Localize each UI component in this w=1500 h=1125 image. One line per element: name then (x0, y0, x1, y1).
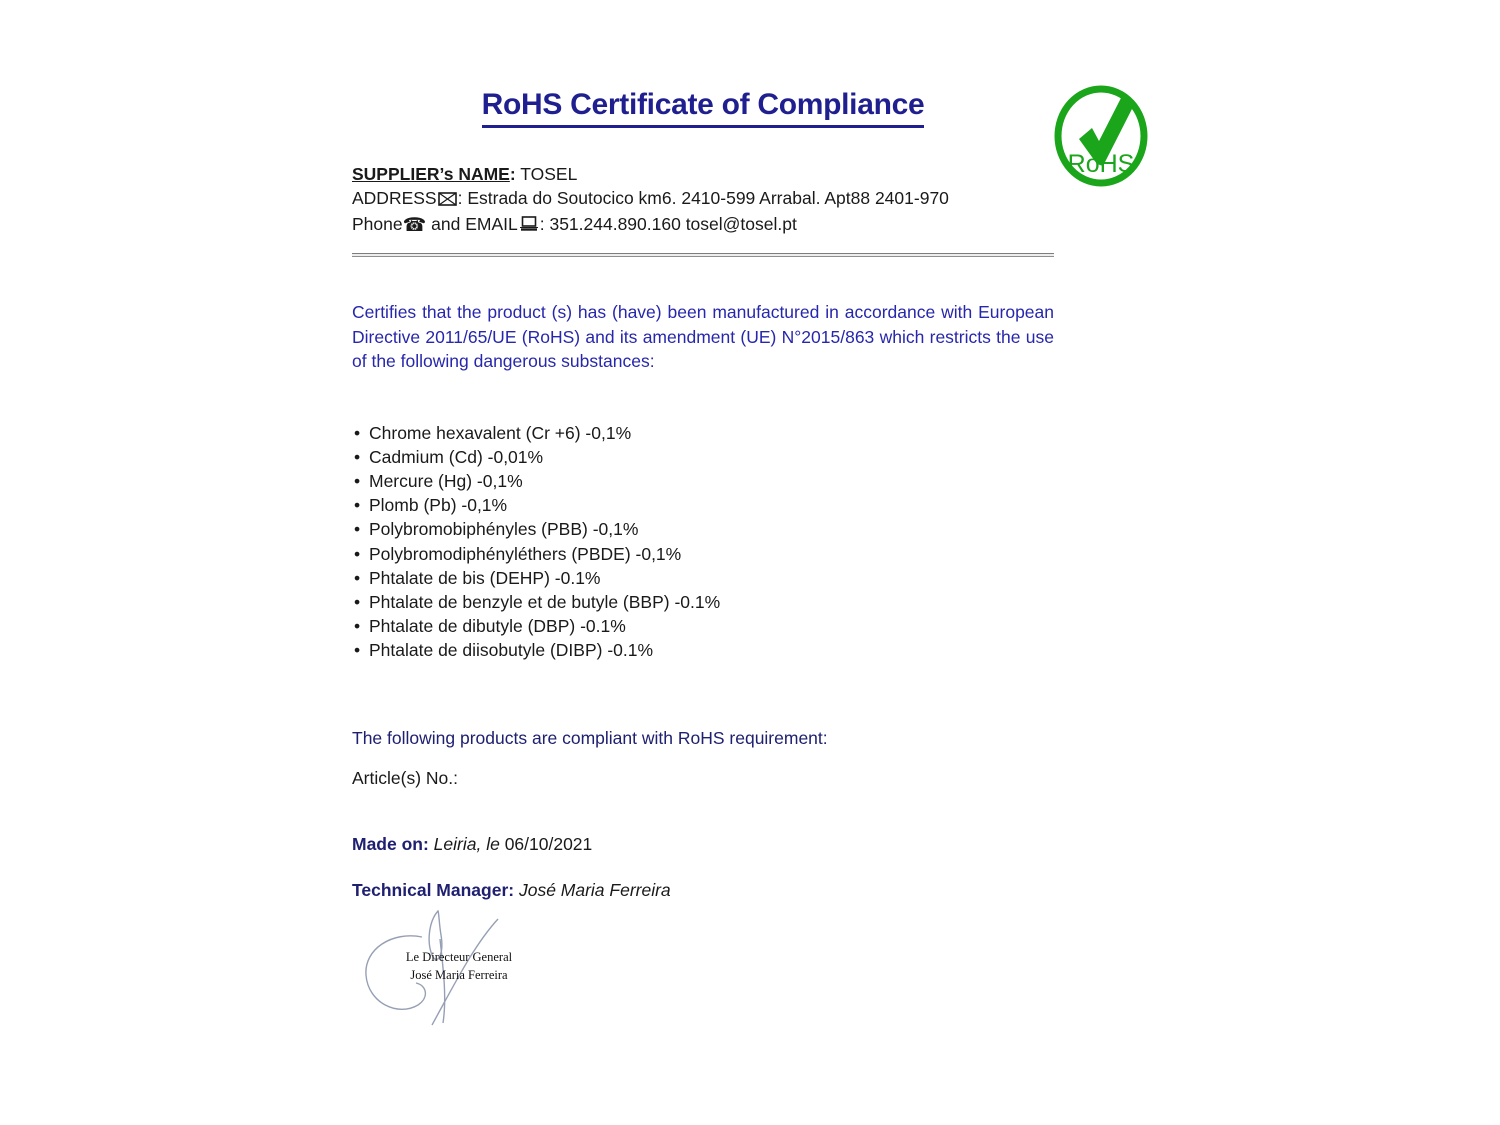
supplier-name-value: TOSEL (515, 164, 578, 184)
substance-item: • Chrome hexavalent (Cr +6) -0,1% (352, 421, 1054, 445)
supplier-contact-line (352, 212, 1054, 238)
signature-block (356, 905, 536, 1035)
compliance-line: The following products are compliant with RoHS requirement: (352, 727, 828, 748)
laptop-icon (519, 214, 539, 238)
certification-paragraph: Certifies that the product (s) has (have) been manufactured in accordance with European Directive 2011/65/UE (RoHS) and its amendment (UE) N°2015/863 which restricts the use of the following dangerous substances: (352, 302, 1054, 371)
signature-line2: José Maria Ferreira (410, 967, 508, 982)
separator-rule (352, 253, 1054, 257)
supplier-name-line (352, 162, 1054, 186)
page-title: RoHS Certificate of Compliance (482, 88, 925, 128)
substance-item: • Plomb (Pb) -0,1% (352, 493, 1054, 517)
signature-line1: Le Directeur General (405, 949, 513, 964)
supplier-block (352, 162, 1054, 238)
phone-icon: ☎ (402, 214, 427, 236)
substance-item: • Cadmium (Cd) -0,01% (352, 445, 1054, 469)
made-on-place: Leiria, le (428, 833, 500, 854)
address-label: ADDRESS (352, 188, 437, 208)
envelope-icon (438, 188, 457, 212)
phone-label: Phone (352, 214, 403, 234)
substances-list (352, 421, 1054, 663)
substance-item: • Phtalate de bis (DEHP) -0.1% (352, 566, 1054, 590)
substance-item: • Polybromodiphényléthers (PBDE) -0,1% (352, 542, 1054, 566)
logo-text: RoHS (1067, 150, 1135, 178)
supplier-address-line (352, 186, 1054, 212)
made-on-date: 06/10/2021 (499, 833, 593, 854)
contact-value: : 351.244.890.160 tosel@tosel.pt (539, 214, 797, 234)
address-value: : Estrada do Soutocico km6. 2410-599 Arrabal. Apt88 2401-970 (457, 188, 949, 208)
substance-item: • Phtalate de benzyle et de butyle (BBP) -0.1% (352, 590, 1054, 614)
substance-item: • Polybromobiphényles (PBB) -0,1% (352, 517, 1054, 541)
substance-item: • Mercure (Hg) -0,1% (352, 469, 1054, 493)
title-wrap (352, 88, 1054, 128)
email-label: and EMAIL (426, 214, 518, 234)
technical-manager-name: José Maria Ferreira (514, 879, 671, 900)
substance-item: • Phtalate de diisobutyle (DIBP) -0.1% (352, 638, 1054, 662)
supplier-name-label: SUPPLIER’s NAME (352, 164, 510, 184)
rohs-logo (1053, 84, 1149, 188)
articles-label: Article(s) No.: (352, 767, 458, 788)
substance-item: • Phtalate de dibutyle (DBP) -0.1% (352, 614, 1054, 638)
technical-manager-label: Technical Manager: (352, 879, 515, 900)
technical-manager-line (352, 880, 1054, 901)
made-on-line (352, 834, 1054, 855)
made-on-label: Made on: (352, 833, 429, 854)
signature-text (394, 948, 524, 984)
rohs-logo-graphic (1053, 84, 1149, 188)
supplier-name-colon: : (509, 164, 516, 184)
certificate-document (352, 0, 1054, 1035)
